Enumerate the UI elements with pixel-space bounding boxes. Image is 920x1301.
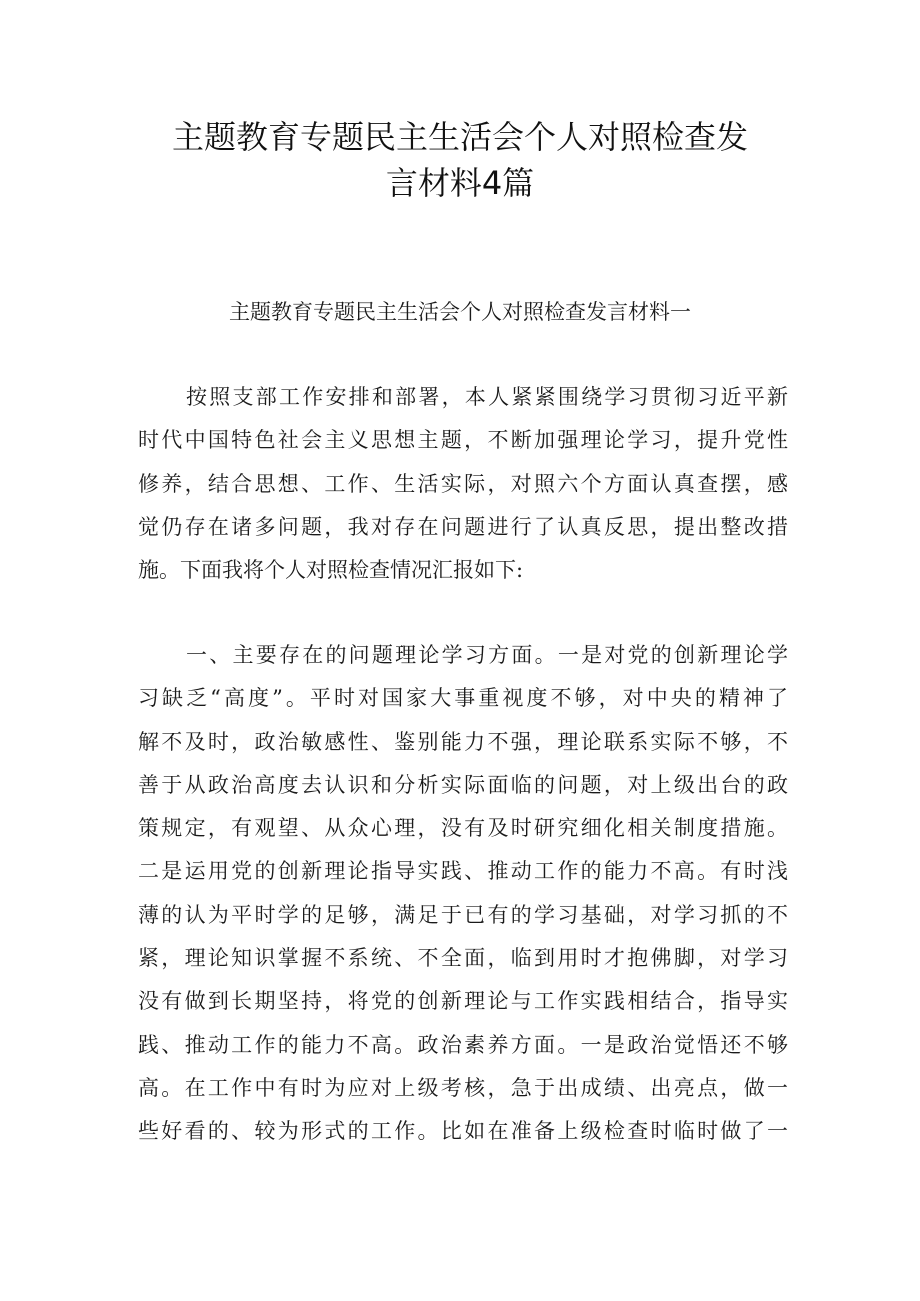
document-title-line-1: 主题教育专题民主生活会个人对照检查发 — [171, 118, 748, 156]
paragraph-line: 一、主要存在的问题理论学习方面。一是对党的创新理论学 — [186, 643, 788, 667]
paragraph-line: 策规定，有观望、从众心理，没有及时研究细化相关制度措施。 — [138, 816, 788, 841]
paragraph-line: 践、推动工作的能力不高。政治素养方面。一是政治觉悟还不够 — [138, 1032, 788, 1057]
paragraph-line: 没有做到长期坚持，将党的创新理论与工作实践相结合，指导实 — [138, 989, 788, 1014]
paragraph-line: 时代中国特色社会主义思想主题，不断加强理论学习，提升党性 — [138, 428, 788, 453]
paragraph-line: 修养，结合思想、工作、生活实际，对照六个方面认真查摆，感 — [138, 471, 788, 496]
section-title: 主题教育专题民主生活会个人对照检查发言材料一 — [229, 300, 691, 324]
paragraph-line: 按照支部工作安排和部署，本人紧紧围绕学习贯彻习近平新 — [186, 385, 788, 409]
paragraph-line: 紧，理论知识掌握不系统、不全面，临到用时才抱佛脚，对学习 — [138, 946, 788, 971]
paragraph-line: 善于从政治高度去认识和分析实际面临的问题，对上级出台的政 — [138, 772, 788, 797]
paragraph-line: 些好看的、较为形式的工作。比如在准备上级检查时临时做了一 — [138, 1119, 788, 1144]
paragraph-line: 二是运用党的创新理论指导实践、推动工作的能力不高。有时浅 — [138, 859, 788, 884]
paragraph-line: 习缺乏“高度”。平时对国家大事重视度不够，对中央的精神了 — [138, 686, 788, 711]
paragraph-line: 觉仍存在诸多问题，我对存在问题进行了认真反思，提出整改措 — [138, 514, 788, 539]
paragraph-intro — [138, 376, 788, 592]
paragraph-line: 解不及时，政治敏感性、鉴别能力不强，理论联系实际不够，不 — [138, 729, 788, 754]
paragraph-line: 高。在工作中有时为应对上级考核，急于出成绩、出亮点，做一 — [138, 1075, 788, 1100]
paragraph-problems — [138, 634, 788, 1154]
paragraph-line: 薄的认为平时学的足够，满足于已有的学习基础，对学习抓的不 — [138, 902, 788, 927]
document-title-line-2: 言材料4篇 — [385, 164, 535, 202]
paragraph-line: 施。下面我将个人对照检查情况汇报如下: — [138, 558, 524, 583]
